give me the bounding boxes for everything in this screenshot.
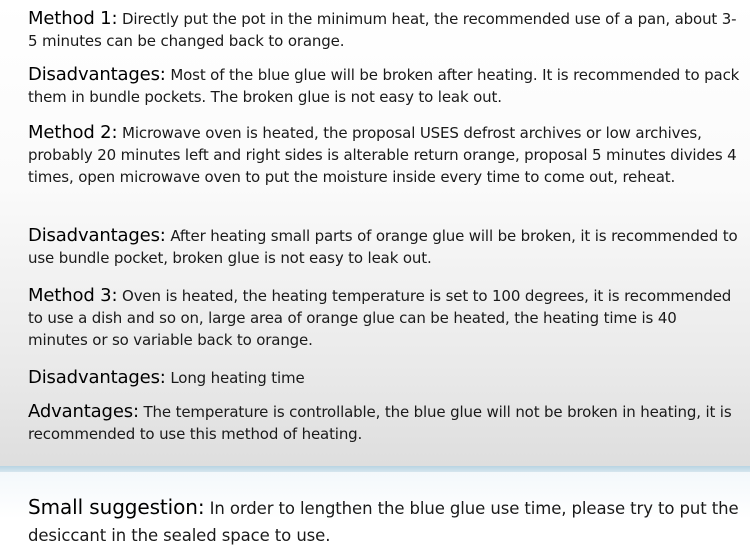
method-1-text: Directly put the pot in the minimum heat, the recommended use of a pan, about 3-5 minutes can be changed back to orange. <box>28 10 737 50</box>
suggestion-paragraph <box>28 494 740 549</box>
suggestion-label: Small suggestion: <box>28 495 205 519</box>
method-3-text: Oven is heated, the heating temperature is set to 100 degrees, it is recommended to use a dish and so on, large area of orange glue can be heated, the heating time is 40 minutes or so variable back to orange. <box>28 287 732 349</box>
method-3-disadvantages-paragraph <box>28 367 740 389</box>
method-2-disadvantages-label: Disadvantages: <box>28 225 166 246</box>
method-2-disadvantages-paragraph <box>28 225 740 269</box>
method-1-disadvantages-text: Most of the blue glue will be broken after heating. It is recommended to pack them in bundle pockets. The broken glue is not easy to leak out. <box>28 66 740 106</box>
method-3-label: Method 3: <box>28 285 118 306</box>
method-1-disadvantages-paragraph <box>28 64 740 108</box>
method-1-label: Method 1: <box>28 8 118 29</box>
method-3-disadvantages-label: Disadvantages: <box>28 367 166 388</box>
method-1-paragraph <box>28 8 740 52</box>
method-3-paragraph <box>28 285 740 351</box>
method-3-advantages-text: The temperature is controllable, the blue glue will not be broken in heating, it is recommended to use this method of heating. <box>28 403 732 443</box>
method-2-text: Microwave oven is heated, the proposal USES defrost archives or low archives, probably 20 minutes left and right sides is alterable return orange, proposal 5 minutes divides 4 times, open microwave oven to put the moisture inside every time to come out, reheat. <box>28 124 737 186</box>
method-3-disadvantages-text: Long heating time <box>170 369 305 387</box>
method-3-advantages-label: Advantages: <box>28 401 139 422</box>
method-1-disadvantages-label: Disadvantages: <box>28 64 166 85</box>
suggestion-text: In order to lengthen the blue glue use time, please try to put the desiccant in the sealed space to use. <box>28 499 739 545</box>
method-2-paragraph <box>28 122 740 188</box>
method-2-label: Method 2: <box>28 122 118 143</box>
method-2-disadvantages-text: After heating small parts of orange glue will be broken, it is recommended to use bundle pocket, broken glue is not easy to leak out. <box>28 227 738 267</box>
method-3-advantages-paragraph <box>28 401 740 445</box>
